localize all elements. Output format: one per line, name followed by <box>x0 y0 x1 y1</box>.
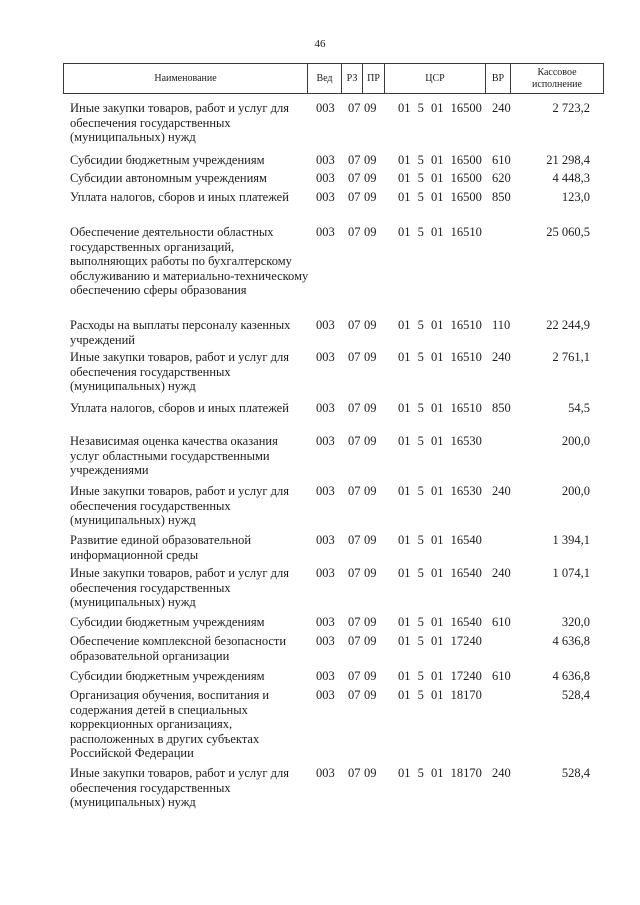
row-rz: 07 <box>348 634 361 648</box>
row-pr: 09 <box>364 566 377 580</box>
row-amount: 200,0 <box>561 434 590 448</box>
row-csr: 01 5 01 16500 <box>398 153 482 167</box>
row-ved: 003 <box>316 766 335 780</box>
row-name: Субсидии бюджетным учреждениям <box>70 669 265 683</box>
row-csr: 01 5 01 18170 <box>398 688 482 702</box>
row-amount: 2 723,2 <box>552 101 590 115</box>
row-amount: 200,0 <box>561 484 590 498</box>
row-rz: 07 <box>348 669 361 683</box>
row-ved: 003 <box>316 153 335 167</box>
row-rz: 07 <box>348 688 361 702</box>
header-name: Наименование <box>154 72 217 84</box>
row-ved: 003 <box>316 615 335 629</box>
row-name: Субсидии бюджетным учреждениям <box>70 153 265 167</box>
header-pr: ПР <box>362 64 384 93</box>
row-pr: 09 <box>364 615 377 629</box>
row-csr: 01 5 01 16530 <box>398 434 482 448</box>
row-vr: 240 <box>492 484 511 498</box>
row-amount: 22 244,9 <box>546 318 590 332</box>
row-pr: 09 <box>364 225 377 239</box>
row-amount: 320,0 <box>561 615 590 629</box>
row-ved: 003 <box>316 484 335 498</box>
row-csr: 01 5 01 16510 <box>398 225 482 239</box>
row-amount: 1 074,1 <box>552 566 590 580</box>
row-pr: 09 <box>364 669 377 683</box>
row-vr: 240 <box>492 566 511 580</box>
row-vr: 240 <box>492 101 511 115</box>
row-name: Уплата налогов, сборов и иных платежей <box>70 190 289 204</box>
row-ved: 003 <box>316 171 335 185</box>
page-number: 46 <box>314 38 326 50</box>
header-vr: ВР <box>485 64 510 93</box>
row-amount: 21 298,4 <box>546 153 590 167</box>
row-pr: 09 <box>364 484 377 498</box>
row-vr: 110 <box>492 318 511 332</box>
table-header <box>63 63 604 94</box>
row-name: Обеспечение комплексной безопасности образовательной организации <box>70 634 287 663</box>
row-vr: 620 <box>492 171 511 185</box>
header-rz: РЗ <box>341 64 362 93</box>
row-csr: 01 5 01 16540 <box>398 533 482 547</box>
row-pr: 09 <box>364 401 377 415</box>
row-name: Субсидии автономным учреждениям <box>70 171 267 185</box>
row-rz: 07 <box>348 153 361 167</box>
row-name: Организация обучения, воспитания и содержания детей в специальных коррекционных организациях, расположенных в других субъектах Российской Федерации <box>70 688 270 760</box>
row-vr: 240 <box>492 350 511 364</box>
row-ved: 003 <box>316 533 335 547</box>
row-vr: 610 <box>492 669 511 683</box>
row-csr: 01 5 01 16500 <box>398 171 482 185</box>
row-vr: 610 <box>492 615 511 629</box>
row-name: Субсидии бюджетным учреждениям <box>70 615 265 629</box>
row-csr: 01 5 01 16510 <box>398 401 482 415</box>
row-rz: 07 <box>348 318 361 332</box>
row-name: Расходы на выплаты персоналу казенных учреждений <box>70 318 291 347</box>
row-csr: 01 5 01 16510 <box>398 318 482 332</box>
row-amount: 1 394,1 <box>552 533 590 547</box>
row-rz: 07 <box>348 171 361 185</box>
row-pr: 09 <box>364 153 377 167</box>
header-csr: ЦСР <box>384 64 485 93</box>
row-rz: 07 <box>348 566 361 580</box>
row-rz: 07 <box>348 225 361 239</box>
row-ved: 003 <box>316 434 335 448</box>
row-csr: 01 5 01 16530 <box>398 484 482 498</box>
row-name: Иные закупки товаров, работ и услуг для обеспечения государственных (муниципальных) нужд <box>70 101 290 144</box>
row-amount: 4 636,8 <box>552 634 590 648</box>
row-ved: 003 <box>316 669 335 683</box>
row-csr: 01 5 01 16540 <box>398 615 482 629</box>
row-rz: 07 <box>348 434 361 448</box>
row-ved: 003 <box>316 688 335 702</box>
row-name: Иные закупки товаров, работ и услуг для обеспечения государственных (муниципальных) нужд <box>70 484 290 527</box>
row-pr: 09 <box>364 190 377 204</box>
row-ved: 003 <box>316 566 335 580</box>
row-name: Независимая оценка качества оказания услуг областными государственными учреждениями <box>70 434 278 477</box>
row-rz: 07 <box>348 190 361 204</box>
row-pr: 09 <box>364 101 377 115</box>
row-rz: 07 <box>348 101 361 115</box>
row-amount: 25 060,5 <box>546 225 590 239</box>
row-vr: 850 <box>492 190 511 204</box>
row-name: Иные закупки товаров, работ и услуг для обеспечения государственных (муниципальных) нужд <box>70 566 290 609</box>
header-amount: Кассовое исполнение <box>510 64 603 93</box>
row-rz: 07 <box>348 533 361 547</box>
row-ved: 003 <box>316 190 335 204</box>
row-amount: 4 636,8 <box>552 669 590 683</box>
row-csr: 01 5 01 16510 <box>398 350 482 364</box>
row-amount: 123,0 <box>561 190 590 204</box>
row-pr: 09 <box>364 634 377 648</box>
row-pr: 09 <box>364 688 377 702</box>
row-ved: 003 <box>316 350 335 364</box>
row-name: Иные закупки товаров, работ и услуг для обеспечения государственных (муниципальных) нужд <box>70 350 290 393</box>
row-pr: 09 <box>364 766 377 780</box>
row-name: Иные закупки товаров, работ и услуг для обеспечения государственных (муниципальных) нужд <box>70 766 290 809</box>
row-name: Обеспечение деятельности областных государственных организаций, выполняющих работы по бухгалтерскому обслуживанию и материально-техническому обеспечению сферы образования <box>70 225 309 297</box>
row-ved: 003 <box>316 101 335 115</box>
row-amount: 2 761,1 <box>552 350 590 364</box>
row-amount: 54,5 <box>568 401 590 415</box>
row-pr: 09 <box>364 171 377 185</box>
row-rz: 07 <box>348 484 361 498</box>
row-ved: 003 <box>316 634 335 648</box>
row-ved: 003 <box>316 401 335 415</box>
header-ved: Вед <box>307 64 341 93</box>
row-rz: 07 <box>348 401 361 415</box>
row-csr: 01 5 01 16500 <box>398 190 482 204</box>
row-amount: 528,4 <box>561 766 590 780</box>
row-amount: 528,4 <box>561 688 590 702</box>
row-csr: 01 5 01 18170 <box>398 766 482 780</box>
row-rz: 07 <box>348 615 361 629</box>
row-vr: 610 <box>492 153 511 167</box>
row-vr: 240 <box>492 766 511 780</box>
row-rz: 07 <box>348 350 361 364</box>
row-pr: 09 <box>364 434 377 448</box>
row-rz: 07 <box>348 766 361 780</box>
row-amount: 4 448,3 <box>552 171 590 185</box>
row-csr: 01 5 01 16540 <box>398 566 482 580</box>
row-vr: 850 <box>492 401 511 415</box>
row-csr: 01 5 01 16500 <box>398 101 482 115</box>
row-ved: 003 <box>316 225 335 239</box>
row-csr: 01 5 01 17240 <box>398 669 482 683</box>
row-pr: 09 <box>364 533 377 547</box>
row-name: Уплата налогов, сборов и иных платежей <box>70 401 289 415</box>
row-name: Развитие единой образовательной информационной среды <box>70 533 252 562</box>
row-csr: 01 5 01 17240 <box>398 634 482 648</box>
row-ved: 003 <box>316 318 335 332</box>
row-pr: 09 <box>364 318 377 332</box>
row-pr: 09 <box>364 350 377 364</box>
